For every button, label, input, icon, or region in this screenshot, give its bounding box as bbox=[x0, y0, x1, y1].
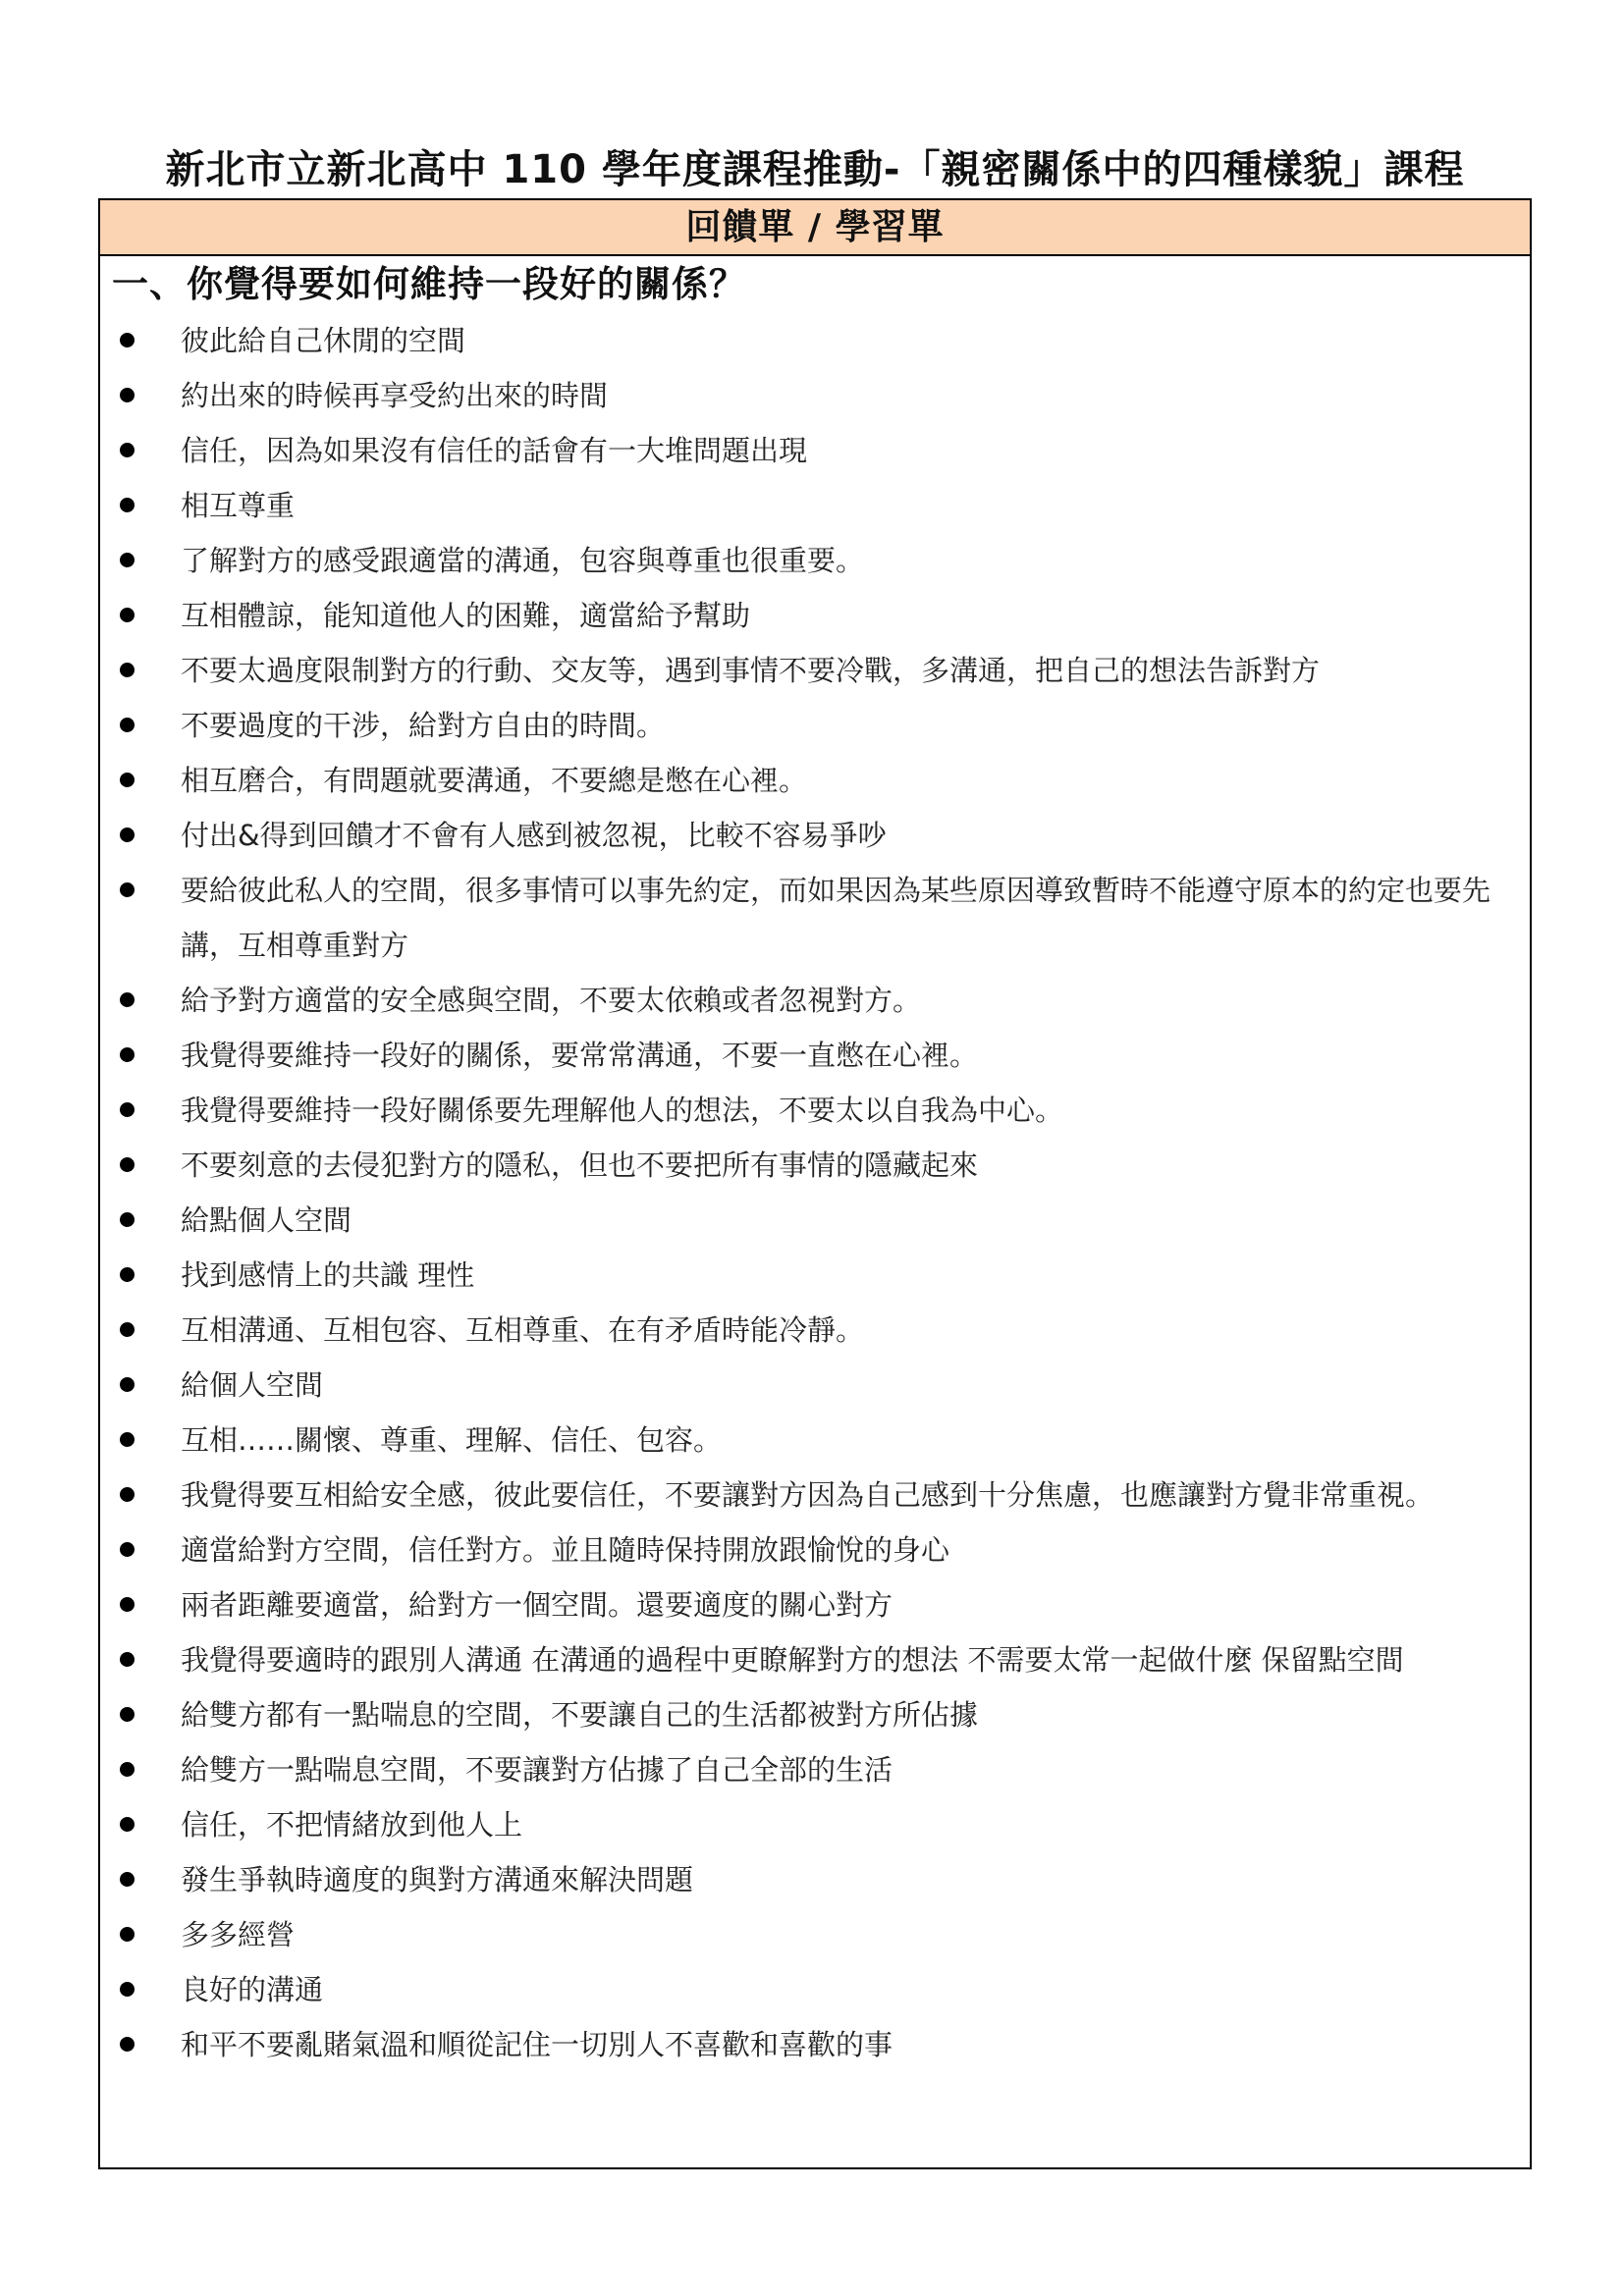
list-item bbox=[100, 1083, 1530, 1138]
list-item bbox=[100, 1907, 1530, 1962]
bullet-icon bbox=[120, 718, 135, 732]
bullet-icon bbox=[120, 1267, 135, 1282]
list-item-text: 我覺得要適時的跟別人溝通 在溝通的過程中更瞭解對方的想法 不需要太常一起做什麼 保留點空間 bbox=[181, 1643, 1404, 1677]
sheet-header: 回饋單 / 學習單 bbox=[100, 200, 1530, 256]
list-item bbox=[100, 973, 1530, 1028]
bullet-icon bbox=[120, 1157, 135, 1172]
list-item-text: 信任，不把情緒放到他人上 bbox=[181, 1808, 523, 1842]
bullet-icon bbox=[120, 828, 135, 842]
bullet-icon bbox=[120, 443, 135, 457]
bullet-icon bbox=[120, 1982, 135, 1997]
list-item-text: 互相……關懷、尊重、理解、信任、包容。 bbox=[181, 1423, 723, 1457]
list-item-text: 給雙方都有一點喘息的空間，不要讓自己的生活都被對方所佔據 bbox=[181, 1698, 979, 1732]
bullet-icon bbox=[120, 388, 135, 402]
list-item bbox=[100, 1303, 1530, 1358]
list-item bbox=[100, 1522, 1530, 1577]
list-item bbox=[100, 1687, 1530, 1742]
list-item-text: 不要刻意的去侵犯對方的隱私，但也不要把所有事情的隱藏起來 bbox=[181, 1148, 979, 1182]
bullet-icon bbox=[120, 1322, 135, 1337]
answer-list bbox=[100, 313, 1530, 2072]
bullet-icon bbox=[120, 1377, 135, 1392]
list-item bbox=[100, 1138, 1530, 1193]
bullet-icon bbox=[120, 1707, 135, 1722]
list-item-text: 不要太過度限制對方的行動、交友等，遇到事情不要冷戰，多溝通，把自己的想法告訴對方 bbox=[181, 654, 1321, 687]
list-item bbox=[100, 753, 1530, 808]
section-title: 一、你覺得要如何維持一段好的關係？ bbox=[112, 263, 746, 305]
bullet-icon bbox=[120, 498, 135, 512]
list-item-text: 兩者距離要適當，給對方一個空間。還要適度的關心對方 bbox=[181, 1588, 893, 1622]
list-item bbox=[100, 368, 1530, 423]
list-item-text: 我覺得要維持一段好關係要先理解他人的想法，不要太以自我為中心。 bbox=[181, 1094, 1064, 1127]
list-item-text: 互相體諒，能知道他人的困難，適當給予幫助 bbox=[181, 599, 751, 632]
bullet-icon bbox=[120, 1487, 135, 1502]
list-item bbox=[100, 1632, 1530, 1687]
list-item-text: 給予對方適當的安全感與空間，不要太依賴或者忽視對方。 bbox=[181, 984, 922, 1017]
bullet-icon bbox=[120, 992, 135, 1007]
bullet-icon bbox=[120, 1432, 135, 1447]
list-item-text: 了解對方的感受跟適當的溝通，包容與尊重也很重要。 bbox=[181, 544, 865, 577]
list-item bbox=[100, 1468, 1530, 1522]
list-item bbox=[100, 1797, 1530, 1852]
list-item-text: 相互磨合，有問題就要溝通，不要總是憋在心裡。 bbox=[181, 764, 808, 797]
bullet-icon bbox=[120, 1817, 135, 1832]
list-item bbox=[100, 1028, 1530, 1083]
list-item-text: 多多經營 bbox=[181, 1918, 296, 1951]
bullet-icon bbox=[120, 553, 135, 567]
list-item-text: 給點個人空間 bbox=[181, 1203, 352, 1237]
list-item bbox=[100, 588, 1530, 643]
list-item-text: 適當給對方空間，信任對方。並且隨時保持開放跟愉悅的身心 bbox=[181, 1533, 950, 1567]
list-item-text: 給雙方一點喘息空間，不要讓對方佔據了自己全部的生活 bbox=[181, 1753, 893, 1787]
bullet-icon bbox=[120, 1102, 135, 1117]
list-item-text: 相互尊重 bbox=[181, 489, 296, 522]
list-item bbox=[100, 808, 1530, 863]
list-item-text: 付出&得到回饋才不會有人感到被忽視，比較不容易爭吵 bbox=[181, 819, 887, 852]
list-item-text: 和平不要亂賭氣溫和順從記住一切別人不喜歡和喜歡的事 bbox=[181, 2028, 893, 2061]
bullet-icon bbox=[120, 1047, 135, 1062]
list-item bbox=[100, 1413, 1530, 1468]
list-item-text: 信任，因為如果沒有信任的話會有一大堆問題出現 bbox=[181, 434, 808, 467]
list-item-text: 要給彼此私人的空間，很多事情可以事先約定，而如果因為某些原因導致暫時不能遵守原本的約定也要先講，互相尊重對方 bbox=[181, 874, 1491, 962]
bullet-icon bbox=[120, 1597, 135, 1612]
list-item bbox=[100, 2017, 1530, 2072]
list-item-text: 彼此給自己休閒的空間 bbox=[181, 324, 466, 357]
list-item bbox=[100, 1577, 1530, 1632]
list-item bbox=[100, 1742, 1530, 1797]
list-item bbox=[100, 698, 1530, 753]
list-item bbox=[100, 313, 1530, 368]
list-item bbox=[100, 1248, 1530, 1303]
list-item bbox=[100, 1852, 1530, 1907]
page-title: 新北市立新北高中 110 學年度課程推動-「親密關係中的四種樣貌」課程 bbox=[165, 146, 1465, 192]
list-item-text: 找到感情上的共識 理性 bbox=[181, 1258, 475, 1292]
bullet-icon bbox=[120, 1762, 135, 1777]
bullet-icon bbox=[120, 663, 135, 677]
list-item-text: 我覺得要維持一段好的關係，要常常溝通，不要一直憋在心裡。 bbox=[181, 1039, 979, 1072]
bullet-icon bbox=[120, 1542, 135, 1557]
list-item-text: 給個人空間 bbox=[181, 1368, 324, 1402]
bullet-icon bbox=[120, 1652, 135, 1667]
list-item bbox=[100, 478, 1530, 533]
feedback-sheet bbox=[98, 198, 1532, 2169]
list-item-text: 我覺得要互相給安全感，彼此要信任，不要讓對方因為自己感到十分焦慮，也應讓對方覺非常重視。 bbox=[181, 1478, 1435, 1512]
list-item-text: 發生爭執時適度的與對方溝通來解決問題 bbox=[181, 1863, 694, 1896]
list-item-text: 不要過度的干涉，給對方自由的時間。 bbox=[181, 709, 666, 742]
bullet-icon bbox=[120, 1872, 135, 1887]
list-item bbox=[100, 863, 1530, 973]
bullet-icon bbox=[120, 1212, 135, 1227]
list-item-text: 互相溝通、互相包容、互相尊重、在有矛盾時能冷靜。 bbox=[181, 1313, 865, 1347]
bullet-icon bbox=[120, 333, 135, 347]
list-item bbox=[100, 423, 1530, 478]
bullet-icon bbox=[120, 882, 135, 897]
list-item bbox=[100, 1358, 1530, 1413]
list-item bbox=[100, 643, 1530, 698]
list-item-text: 良好的溝通 bbox=[181, 1973, 324, 2006]
list-item bbox=[100, 1962, 1530, 2017]
list-item bbox=[100, 533, 1530, 588]
bullet-icon bbox=[120, 1927, 135, 1942]
bullet-icon bbox=[120, 2037, 135, 2052]
list-item-text: 約出來的時候再享受約出來的時間 bbox=[181, 379, 609, 412]
bullet-icon bbox=[120, 773, 135, 787]
list-item bbox=[100, 1193, 1530, 1248]
bullet-icon bbox=[120, 608, 135, 622]
